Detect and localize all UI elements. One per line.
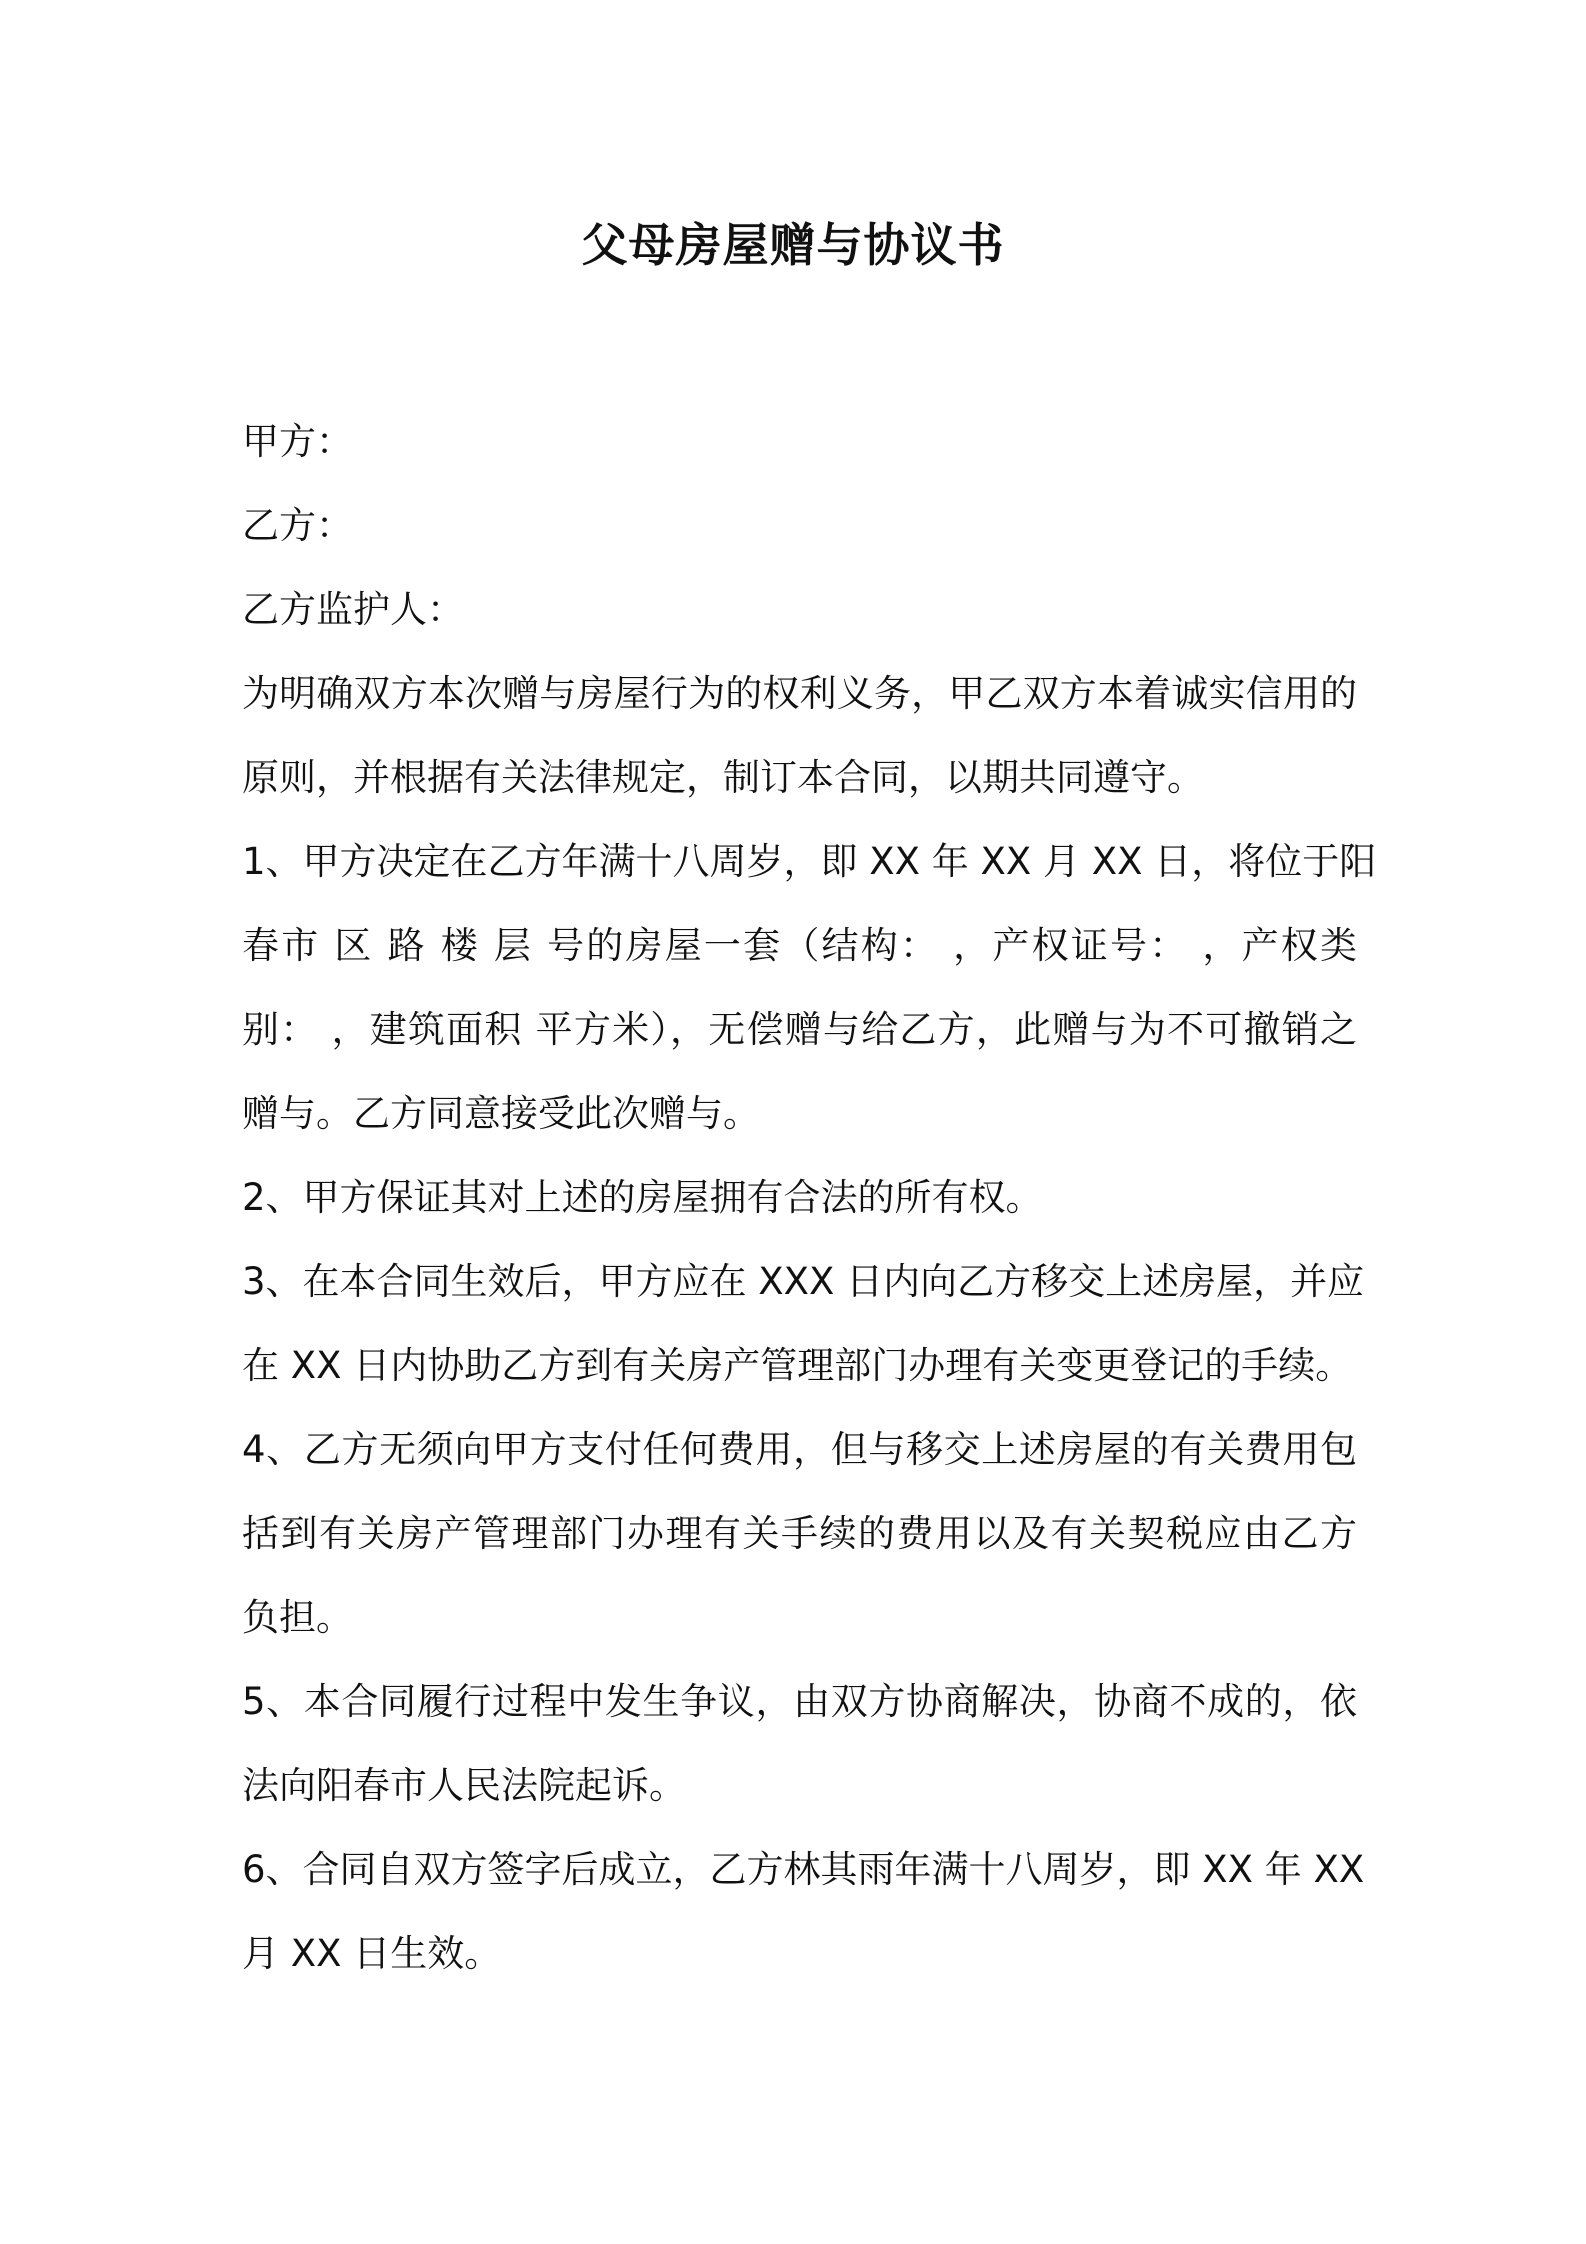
clause-1-line-3: 别： ，建筑面积 平方米），无偿赠与给乙方，此赠与为不可撤销之 — [242, 1008, 1357, 1051]
clause-6-line-1: 6、合同自双方签字后成立，乙方林其雨年满十八周岁，即 XX 年 XX — [242, 1848, 1365, 1891]
clause-4-line-1: 4、乙方无须向甲方支付任何费用，但与移交上述房屋的有关费用包 — [242, 1428, 1357, 1471]
clause-6-line-2: 月 XX 日生效。 — [242, 1932, 502, 1975]
party-a-line: 甲方： — [242, 420, 353, 463]
document-title: 父母房屋赠与协议书 — [581, 218, 1005, 272]
clause-3-line-2: 在 XX 日内协助乙方到有关房产管理部门办理有关变更登记的手续。 — [242, 1344, 1353, 1387]
party-b-line: 乙方： — [242, 504, 353, 547]
preamble-line-2: 原则，并根据有关法律规定，制订本合同，以期共同遵守。 — [242, 756, 1204, 799]
document-body — [242, 400, 1377, 1996]
clause-4-line-3: 负担。 — [242, 1596, 353, 1639]
clause-1-line-1: 1、甲方决定在乙方年满十八周岁，即 XX 年 XX 月 XX 日，将位于阳 — [242, 840, 1377, 883]
clause-5-line-1: 5、本合同履行过程中发生争议，由双方协商解决，协商不成的，依 — [242, 1680, 1357, 1723]
guardian-line: 乙方监护人： — [242, 588, 464, 631]
clause-5-line-2: 法向阳春市人民法院起诉。 — [242, 1764, 686, 1807]
clause-1-line-2: 春市 区 路 楼 层 号的房屋一套（结构： ，产权证号： ，产权类 — [242, 924, 1357, 967]
clause-4-line-2: 括到有关房产管理部门办理有关手续的费用以及有关契税应由乙方 — [242, 1512, 1357, 1555]
clause-3-line-1: 3、在本合同生效后，甲方应在 XXX 日内向乙方移交上述房屋，并应 — [242, 1260, 1365, 1303]
preamble-line-1: 为明确双方本次赠与房屋行为的权利义务，甲乙双方本着诚实信用的 — [242, 672, 1357, 715]
clause-1-line-4: 赠与。乙方同意接受此次赠与。 — [242, 1092, 760, 1135]
clause-2-line-1: 2、甲方保证其对上述的房屋拥有合法的所有权。 — [242, 1176, 1043, 1219]
